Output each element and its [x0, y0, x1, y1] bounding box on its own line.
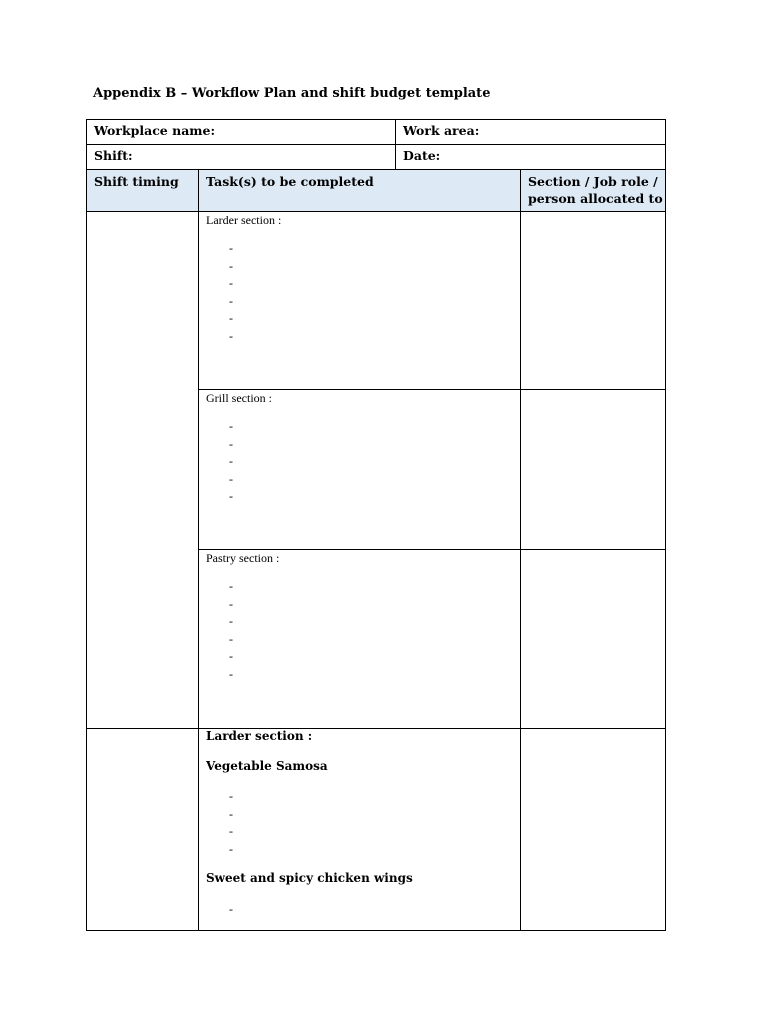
bullet-dash: -: [229, 579, 233, 593]
bullet-dash: -: [229, 614, 233, 628]
header-section-role: Section / Job role / person allocated to: [528, 174, 663, 206]
allocation-cell: [521, 212, 665, 728]
allocation-pastry: [521, 550, 665, 728]
task-vegetable-samosa: Vegetable Samosa: [206, 759, 328, 773]
section-label: Pastry section :: [206, 551, 280, 565]
date-label: Date:: [403, 148, 441, 163]
bullet-dash: -: [229, 667, 233, 681]
allocation-grill: [521, 390, 665, 550]
bullet-dash: -: [229, 454, 233, 468]
pastry-section: [199, 550, 520, 728]
work-area-label: Work area:: [403, 123, 480, 138]
section-label: Grill section :: [206, 391, 272, 405]
grill-section: [199, 390, 520, 550]
shift-timing-cell: [87, 729, 199, 930]
bullet-dash: -: [229, 472, 233, 486]
bullet-dash: -: [229, 597, 233, 611]
bullet-dash: -: [229, 419, 233, 433]
bullet-dash: -: [229, 437, 233, 451]
bullet-dash: -: [229, 902, 233, 916]
workplace-name-label: Workplace name:: [87, 120, 396, 144]
tasks-cell: [199, 212, 521, 728]
shift-label: Shift:: [87, 145, 396, 169]
bullet-dash: -: [229, 489, 233, 503]
larder-section-heading: Larder section :: [206, 729, 313, 743]
bullet-dash: -: [229, 807, 233, 821]
form-row-shift: [86, 144, 666, 169]
document-title: Appendix B – Workflow Plan and shift budget template: [93, 86, 491, 101]
larder-section: [199, 212, 520, 390]
bullet-dash: -: [229, 649, 233, 663]
bullet-dash: -: [229, 824, 233, 838]
tasks-cell: [199, 729, 521, 930]
header-shift-timing: Shift timing: [87, 170, 199, 211]
bullet-dash: -: [229, 311, 233, 325]
bullet-dash: -: [229, 294, 233, 308]
workflow-plan-table: [86, 119, 666, 931]
bullet-dash: -: [229, 259, 233, 273]
bullet-dash: -: [229, 241, 233, 255]
section-label: Larder section :: [206, 213, 282, 227]
bullet-dash: -: [229, 789, 233, 803]
bullet-dash: -: [229, 329, 233, 343]
bullet-dash: -: [229, 842, 233, 856]
shift-timing-cell: [87, 212, 199, 728]
form-row-workplace: [86, 119, 666, 144]
allocation-larder: [521, 212, 665, 390]
header-tasks: Task(s) to be completed: [199, 170, 521, 211]
task-chicken-wings: Sweet and spicy chicken wings: [206, 871, 413, 885]
table-header-row: [86, 169, 666, 212]
bullet-dash: -: [229, 276, 233, 290]
table-row: [86, 212, 666, 729]
allocation-cell: [521, 729, 665, 930]
bullet-dash: -: [229, 632, 233, 646]
table-row: [86, 729, 666, 931]
